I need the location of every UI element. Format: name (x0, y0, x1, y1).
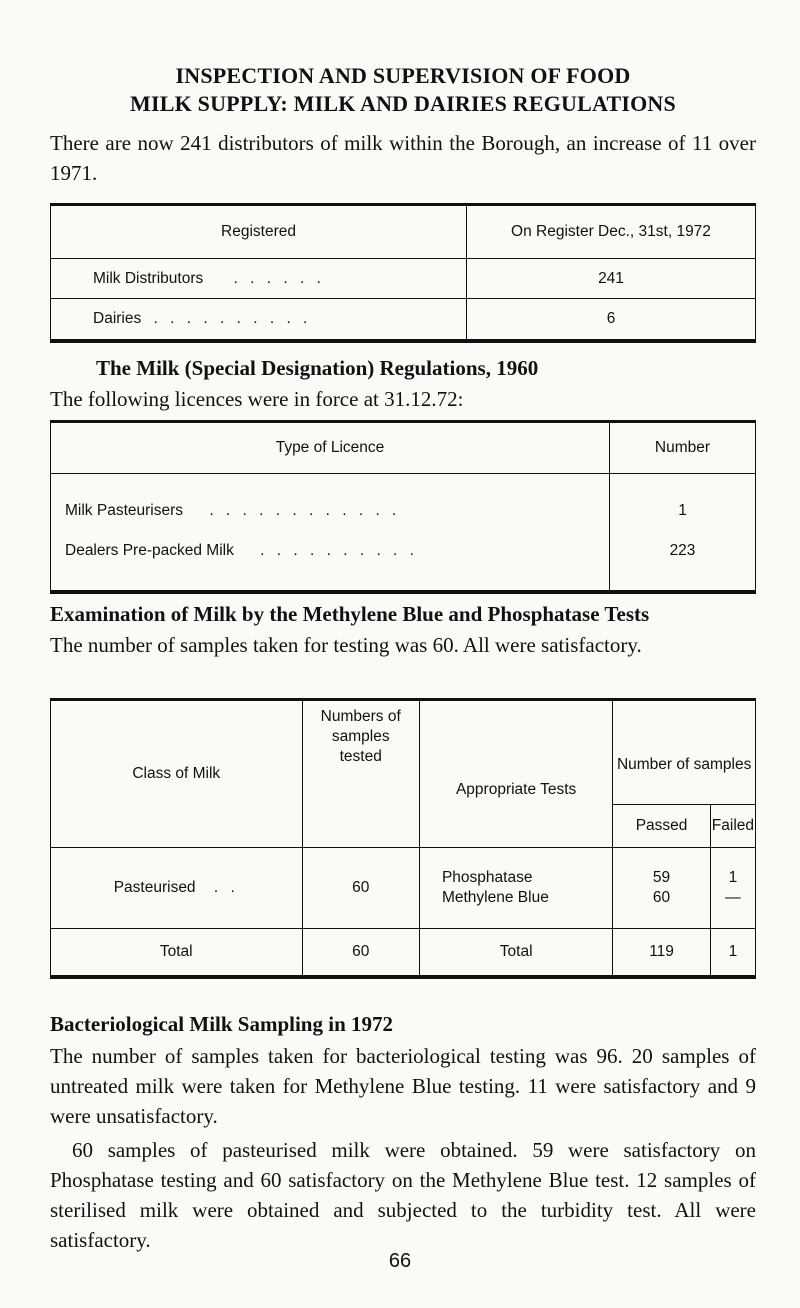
row-label: Milk Distributors (93, 269, 204, 287)
page-title (50, 62, 756, 118)
passed-methylene-blue: 60 (652, 889, 671, 906)
bacteriological-paragraph-2: 60 samples of pasteurised milk were obtained. 59 were satisfactory on Phosphatase testing and 60 satisfactory on the Methylene Blue test. 12 samples of sterilised milk were obtained and subjected to the turbidity test. All were satisfactory. (50, 1138, 756, 1252)
section-heading-examination: Examination of Milk by the Methylene Blue and Phosphatase Tests (50, 602, 650, 626)
exam-row-passed (613, 848, 710, 929)
exam-total-tests: Total (419, 929, 612, 978)
exam-header-number-of-samples: Number of samples (613, 700, 756, 805)
exam-total-numbers: 60 (302, 929, 419, 978)
examination-paragraph: The number of samples taken for testing was 60. All were satisfactory. (50, 633, 642, 657)
passed-phosphatase: 59 (652, 869, 671, 886)
exam-row-failed (710, 848, 755, 929)
exam-row-numbers: 60 (302, 848, 419, 929)
section-heading-regulations: The Milk (Special Designation) Regulations, 1960 (96, 356, 539, 380)
table-row (51, 538, 756, 592)
exam-total-label: Total (51, 929, 303, 978)
row-label: Milk Pasteurisers (65, 502, 183, 519)
row-label: Pasteurised (113, 879, 196, 896)
intro-paragraph: There are now 241 distributors of milk within the Borough, an increase of 11 over 1971. (50, 131, 756, 185)
failed-phosphatase: 1 (728, 869, 738, 886)
licence-row-value: 1 (610, 474, 756, 539)
test-methylene-blue: Methylene Blue (441, 889, 549, 906)
table-row (51, 848, 756, 929)
register-header-registered: Registered (51, 205, 467, 259)
row-label: Dairies (93, 310, 142, 328)
regulations-paragraph: The following licences were in force at 31.12.72: (50, 387, 464, 411)
exam-header-passed: Passed (613, 805, 710, 848)
exam-row-class (51, 848, 303, 929)
licence-row-value: 223 (610, 538, 756, 592)
table-row (51, 929, 756, 978)
licence-row-label (51, 538, 610, 592)
exam-header-tests: Appropriate Tests (419, 700, 612, 848)
leader-dots: . . . . . . . . . . . . (209, 502, 401, 519)
licence-header-number: Number (610, 422, 756, 474)
register-table (50, 203, 756, 343)
leader-dots: . . . . . . (233, 269, 325, 287)
exam-header-class: Class of Milk (51, 700, 303, 848)
title-line-1: INSPECTION AND SUPERVISION OF FOOD (175, 63, 631, 88)
register-header-on-register: On Register Dec., 31st, 1972 (467, 205, 756, 259)
test-phosphatase: Phosphatase (441, 869, 533, 886)
exam-header-numbers: Numbers of samples tested (302, 700, 419, 848)
table-row (51, 258, 756, 298)
leader-dots: . . . . . . . . . . (153, 310, 312, 328)
section-heading-bacteriological: Bacteriological Milk Sampling in 1972 (50, 1012, 394, 1036)
page-number: 66 (388, 1250, 412, 1272)
leader-dots: . . (213, 879, 239, 896)
licence-table (50, 420, 756, 594)
exam-header-failed: Failed (710, 805, 755, 848)
row-label: Dealers Pre-packed Milk (65, 542, 234, 559)
exam-total-failed: 1 (710, 929, 755, 978)
register-row-label (51, 299, 467, 341)
licence-header-type: Type of Licence (51, 422, 610, 474)
table-row (51, 474, 756, 539)
table-row (51, 299, 756, 341)
exam-total-passed: 119 (613, 929, 710, 978)
register-row-label (51, 258, 467, 298)
exam-row-tests (419, 848, 612, 929)
leader-dots: . . . . . . . . . . (260, 542, 418, 559)
register-row-value: 6 (467, 299, 756, 341)
failed-methylene-blue: — (725, 889, 741, 906)
licence-row-label (51, 474, 610, 539)
title-line-2: MILK SUPPLY: MILK AND DAIRIES REGULATIONS (130, 91, 676, 116)
examination-table (50, 698, 756, 979)
bacteriological-paragraph-1: The number of samples taken for bacteriological testing was 96. 20 samples of untreated milk were taken for Methylene Blue testing. 11 were satisfactory and 9 were unsatisfactory. (50, 1044, 756, 1128)
register-row-value: 241 (467, 258, 756, 298)
